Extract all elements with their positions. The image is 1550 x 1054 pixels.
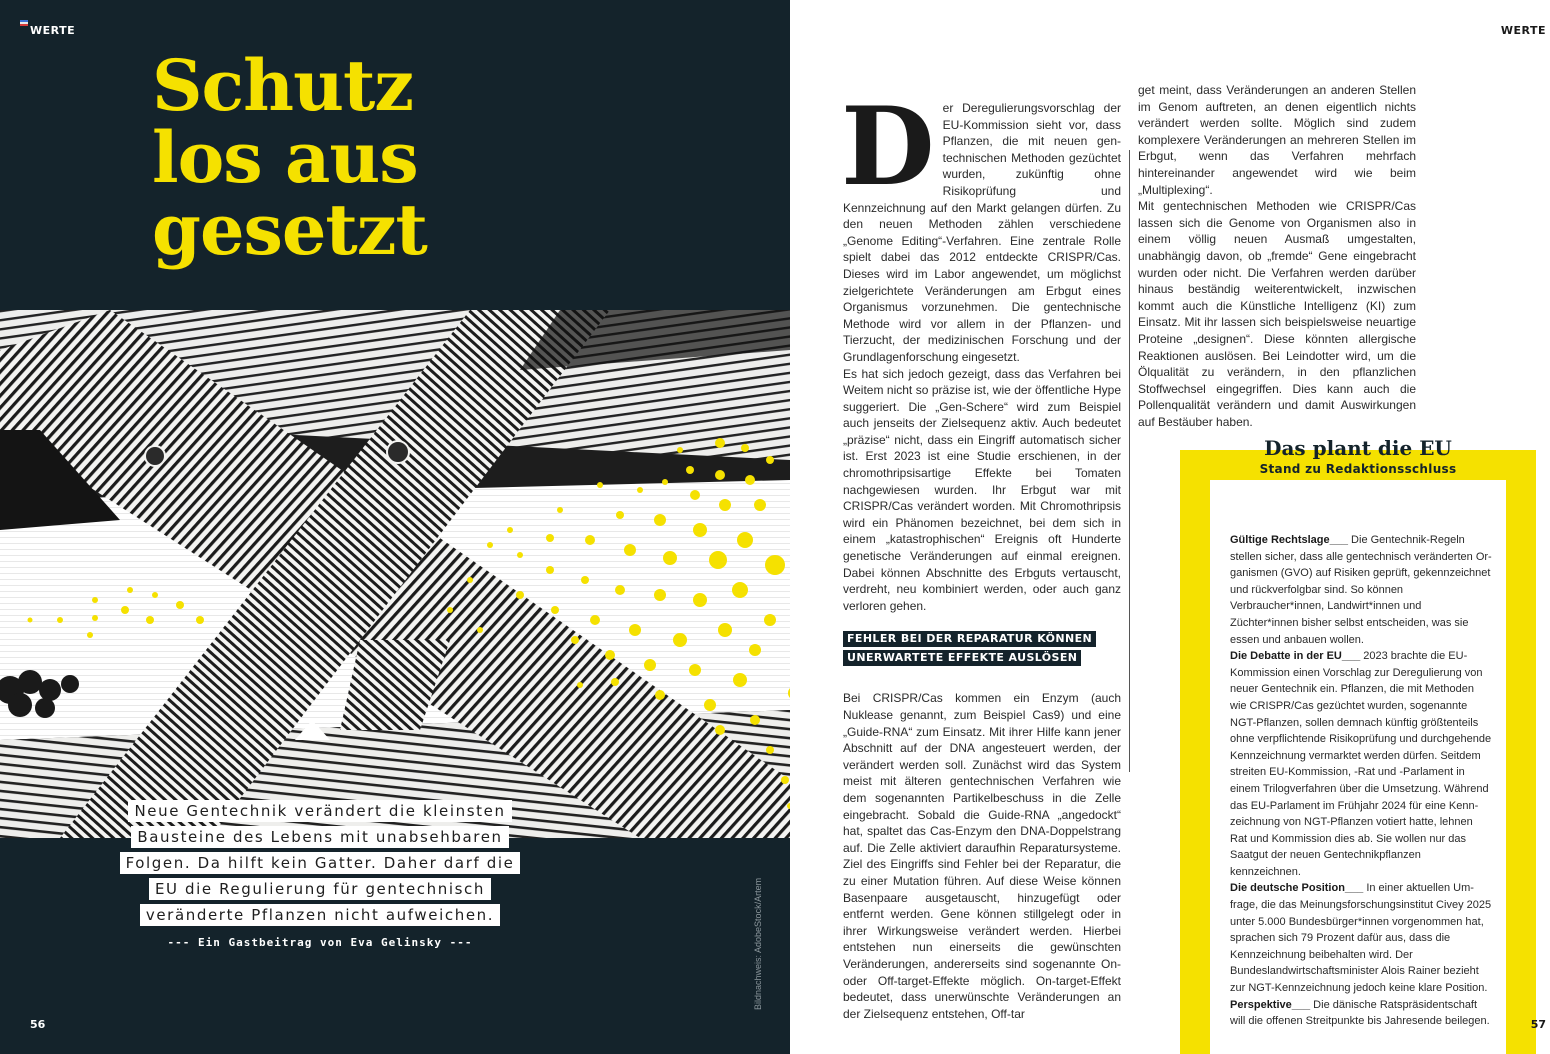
- paragraph: Mit gentechnischen Methoden wie CRISPR/Cas lassen sich die Genome von Organismen also in einem völlig neuen Ausmaß umgestalten, unabhängig davon, ob „fremde“ Gene eingebracht wurden oder nicht. Die Verfahren werden darüber hinaus beständig weiterentwickelt, inzwischen kommt auch die Künstliche Intelligenz (KI) zum Einsatz. Mit ihr lassen sich beispielsweise neuartige Proteine „designen“. Diese könnten allergische Reaktionen auslösen. Bei Leindotter wird, um die Ölqualität zu verändern, in den pflanzlichen Stoffwechsel eingegriffen. Dies kann auch die Pollenqualität verändern und damit Auswirkungen auf Bestäuber haben.: [1138, 199, 1416, 429]
- info-box-item-text: Die Gentechnik-Regeln stellen sicher, dass alle gentechnisch veränderten Organismen (GVO) auf Risiken geprüft, gekennzeichnet und rückverfolgbar sind. So können Verbraucher*innen, Landwirt*innen und Züchter*innen bisher selbst entscheiden, was sie essen und anbauen wollen.: [1230, 534, 1492, 646]
- info-box-item: [1230, 997, 1492, 1030]
- paragraph: er Deregulierungsvorschlag der EU-Kommission sieht vor, dass Pflanzen, die mit neuen gentechnischen Methoden gezüchtet wurden, zukünftig ohne Risikoprüfung und Kennzeichnung auf den Markt gelangen dürfen. Zu den neuen Methoden zählen verschiedene „Genome Editing“-Verfahren. Eine zentrale Rolle spielt dabei das 2012 entdeckte CRISPR/Cas. Dieses wird im Labor angewendet, um möglichst zielgerichtete Veränderungen am Erbgut eines Organismus vorzunehmen. Die gentechnische Methode wird vor allem in der Pflanzen- und Tierzucht, der medizinischen Forschung und der Grundlagenforschung eingesetzt.: [843, 101, 1121, 364]
- section-label-left: WERTE: [30, 24, 76, 37]
- page-number-right: 57: [1530, 1018, 1546, 1031]
- subheading-line: UNERWARTETE EFFEKTE AUSLÖSEN: [843, 650, 1081, 666]
- info-box-item: [1230, 648, 1492, 880]
- info-box-body: [1230, 532, 1492, 1030]
- subheading: [843, 630, 1121, 668]
- headline-line-2: los aus: [152, 116, 418, 199]
- info-box-item-text: 2023 brachte die EU-Kommission einen Vorschlag zur Deregulierung von neuer Gentechnik ein. Pflanzen, die mit Methoden wie CRISPR/Cas gezüchtet wurden, sogenannte NGT-Pflanzen, sollen demnach künftig größtenteils ohne verpflichtende Risikoprüfung und durchgehende Kennzeichnung vermarktet werden dürfen. Seitdem streiten EU-Kommission, -Rat und -Parlament in einem Trilogverfahren über die Umsetzung. Während das EU-Parlament im Frühjahr 2024 für eine Kennzeichnung von NGT-Pflanzen votiert hatte, lehnen Rat und Kommission dies ab. Sie wollen nur das Saatgut der neuen Gentechnikpflanzen kennzeichnen.: [1230, 650, 1492, 878]
- column-divider: [1129, 150, 1130, 772]
- info-box-item: [1230, 880, 1492, 996]
- flag-icon: [20, 20, 28, 26]
- page-number-left: 56: [30, 1018, 46, 1031]
- paragraph: Bei CRISPR/Cas kommen ein Enzym (auch Nuklease genannt, zum Beispiel Cas9) und eine „Guide-RNA“ zum Einsatz. Mit ihrer Hilfe kann jener Abschnitt auf der DNA angesteuert werden, der verändert werden soll. Zunächst wird das System meist mit älteren gentechnischen Verfahren wie dem sogenannten Partikelbeschuss in die Zelle eingebracht. Sobald die Guide-RNA „angedockt“ hat, spaltet das Cas-Enzym den DNA-Doppelstrang auf. Die Zelle aktiviert daraufhin Reparatursysteme. Ziel des Eingriffs sind Fehler bei der Reparatur, die zu einer Mutation führen. Auf diese Weise können Basenpaare ausgetauscht, hinzugefügt oder entfernt werden. Gene können stillgelegt oder in ihrer Wirkungsweise verändert werden. Hierbei entstehen nun einerseits die gewünschten Veränderungen, andererseits sind sogenannte On- oder Off-target-Effekte möglich. On-target-Effekt bedeutet, dass unerwünschte Veränderungen an der Zielsequenz entstehen, Off-tar: [843, 691, 1121, 1021]
- info-box-item-label: Die Debatte in der EU___: [1230, 650, 1361, 663]
- article-column-2: [1138, 82, 1416, 430]
- subheading-line: FEHLER BEI DER REPARATUR KÖNNEN: [843, 631, 1096, 647]
- info-box-subtitle: Stand zu Redaktionsschluss: [1259, 462, 1457, 476]
- info-box-item-label: Die deutsche Position___: [1230, 882, 1364, 895]
- info-box-item-label: Perspektive___: [1230, 998, 1311, 1011]
- section-label-right: WERTE: [1500, 24, 1546, 37]
- gate-illustration: [0, 310, 790, 838]
- byline: --- Ein Gastbeitrag von Eva Gelinsky ---: [167, 936, 473, 949]
- headline-line-3: gesetzt: [152, 188, 427, 271]
- article-column-1: [841, 84, 1121, 1022]
- info-box-item-text: Die dänische Ratspräsidentschaft will die offenen Streitpunkte bis Jahresende beilegen.: [1230, 998, 1490, 1028]
- headline-line-1: Schutz: [152, 44, 414, 127]
- intro-line: EU die Regulierung für gentechnisch: [149, 878, 491, 900]
- intro-line: Bausteine des Lebens mit unabsehbaren: [131, 826, 508, 848]
- info-box-item-label: Gültige Rechtslage___: [1230, 534, 1348, 546]
- photo-credit: Bildnachweis: AdobeStock/Artem: [753, 877, 763, 1010]
- paragraph: Es hat sich jedoch gezeigt, dass das Verfahren bei Weitem nicht so präzise ist, wie der öffentliche Hype suggeriert. Die „Gen-Schere“ wird zum Beispiel auch jenseits der Zielsequenz aktiv. Auch bedeutet „präzise“ nicht, dass ein Eingriff automatisch sicher ist. Erst 2023 ist eine Studie erschienen, in der chromothripsisartige Effekte bei Tomaten nachgewiesen wurden. Ihr Erbgut war mit CRISPR/Cas verändert worden. Mit Chromothripsis wird ein Phänomen bezeichnet, bei dem sich in einem „katastrophischen“ Ereignis oft Hunderte genetische Veränderungen auf einmal ereignen. Dabei können Abschnitte des Erbguts vertauscht, verdreht, neu kombiniert werden, oder auch ganz verloren gehen.: [843, 366, 1121, 613]
- drop-cap: D: [841, 84, 935, 210]
- intro-line: Neue Gentechnik verändert die kleinsten: [128, 800, 511, 822]
- headline: [152, 44, 427, 271]
- info-box-title: Das plant die EU: [1264, 436, 1452, 460]
- info-box-item-text: In einer aktuellen Umfrage, die das Meinungsforschungsinstitut Civey 2025 unter 5.000 Bundesbürger*innen vorgenommen hat, sprachen sich 79 Prozent dafür aus, dass die Kennzeichnung beibehalten wird. Der Bundeslandwirtschaftsminister Alois Rainer bezieht zur NGT-Kennzeichnung jedoch keine klare Position.: [1230, 882, 1492, 995]
- intro-line: Folgen. Da hilft kein Gatter. Daher darf die: [120, 852, 521, 874]
- intro-line: veränderte Pflanzen nicht aufweichen.: [140, 904, 500, 926]
- info-box-item: [1230, 532, 1492, 648]
- paragraph: get meint, dass Veränderungen an anderen Stellen im Genom auftreten, an denen eigentlich nichts verändert werden sollte. Möglich sind zudem komplexere Veränderungen an mehreren Stellen im Erbgut, wenn das Verfahren mehrfach hintereinander angewendet wird wie beim „Multiplexing“.: [1138, 83, 1416, 197]
- intro-text: [70, 798, 570, 928]
